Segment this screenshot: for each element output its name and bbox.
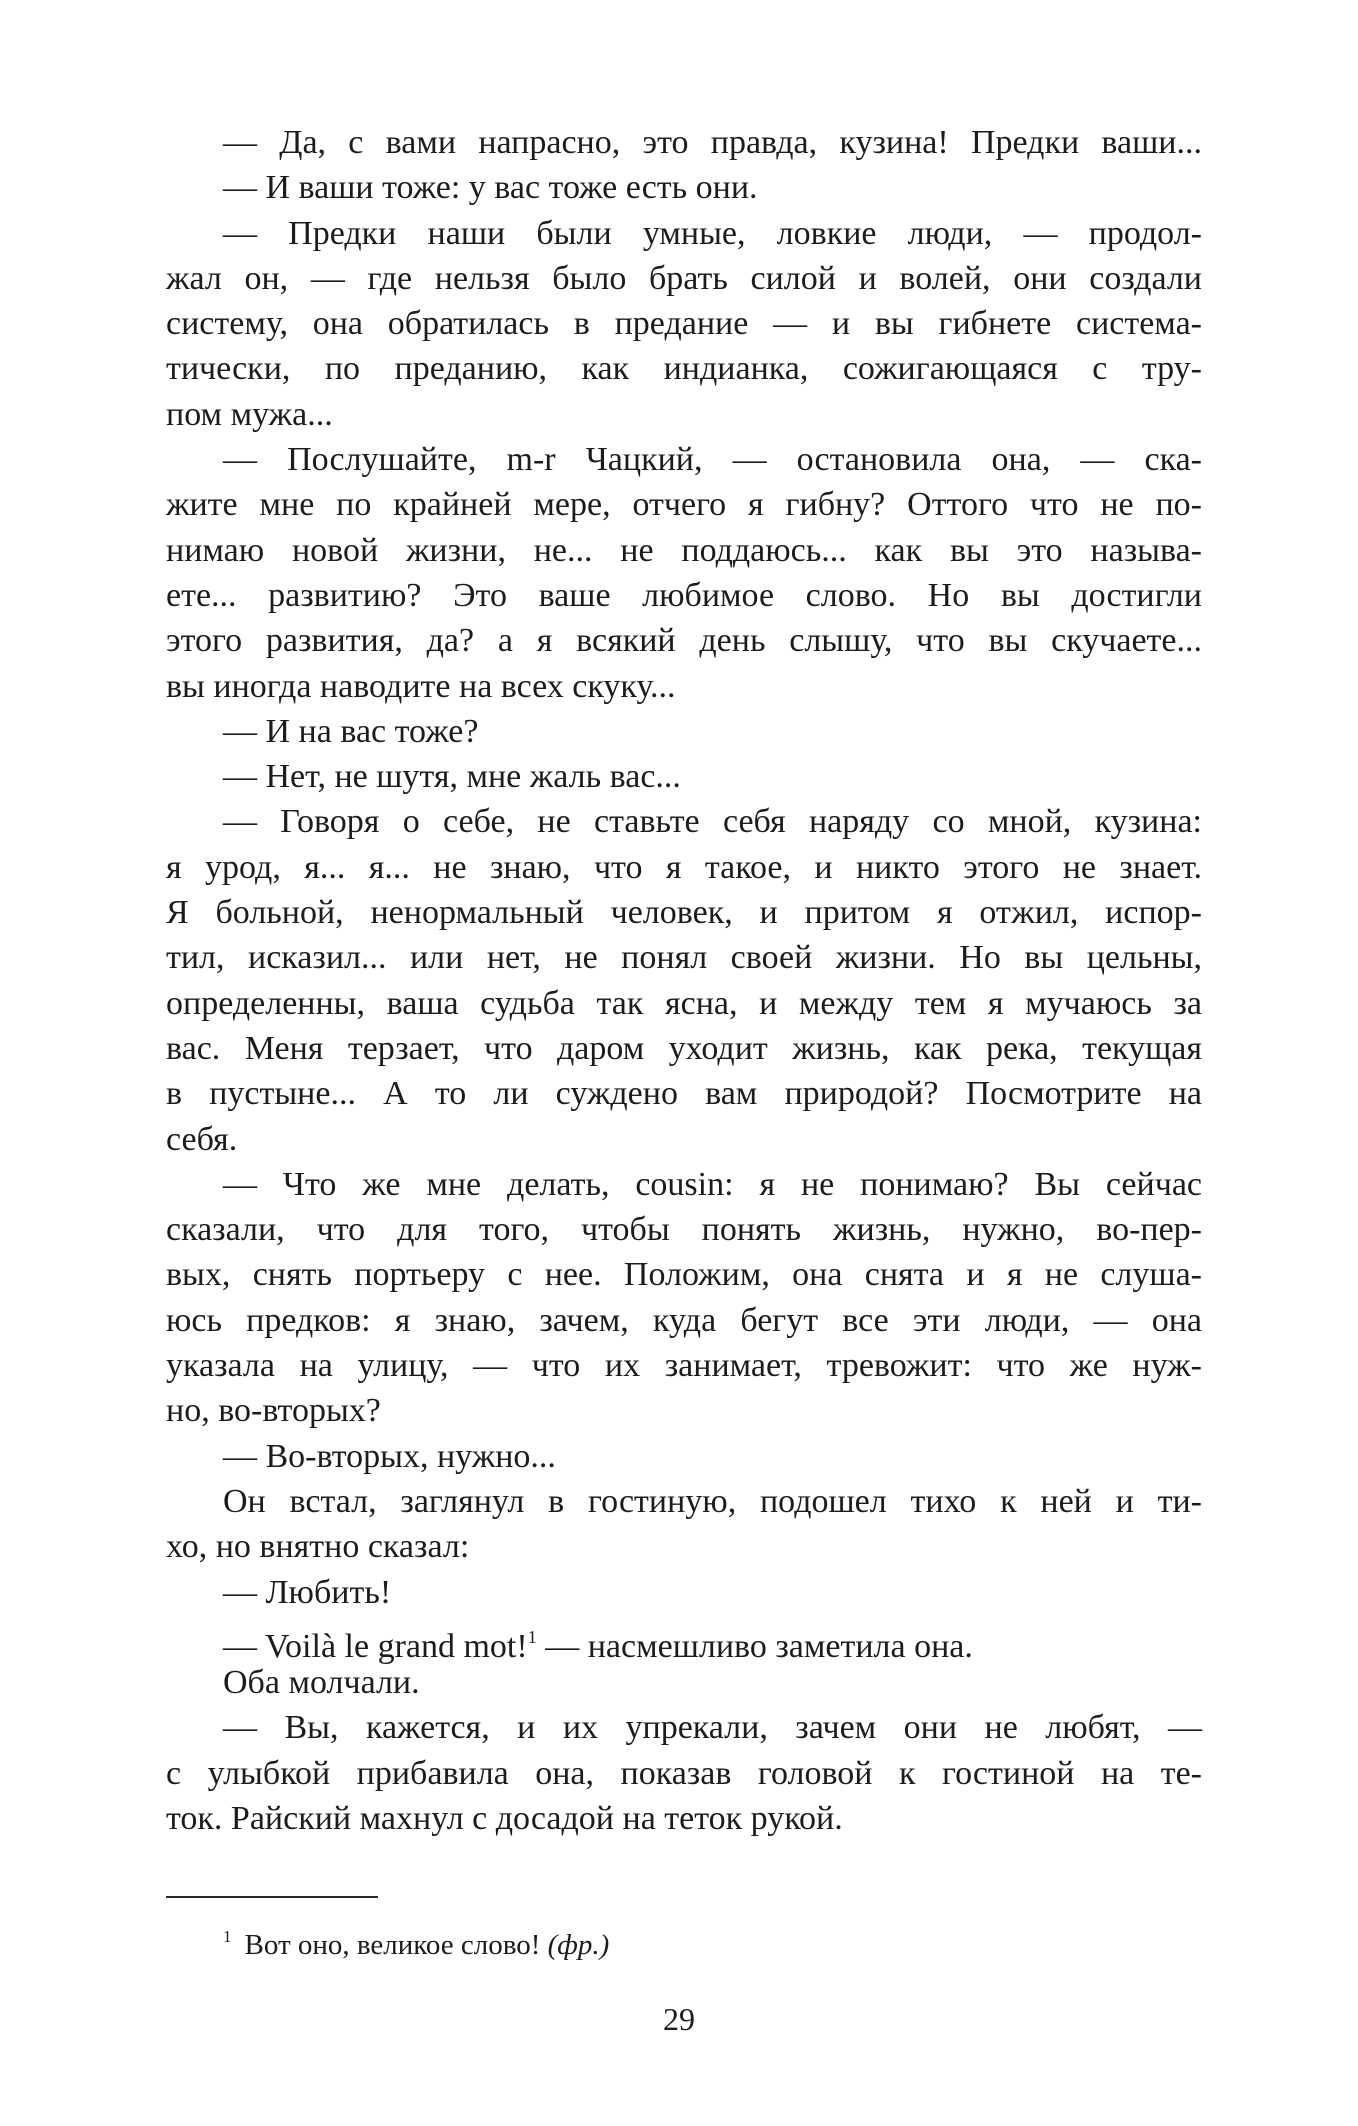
text-line: но, во-вторых? — [166, 1392, 381, 1430]
text-line: указала на улицу, — что их занимает, тревожит: что же нуж- — [166, 1347, 1202, 1385]
text-line: этого развития, да? а я всякий день слышу, что вы скучаете... — [166, 622, 1202, 660]
text-line: в пустыне... А то ли суждено вам природой? Посмотрите на — [166, 1075, 1202, 1113]
text-line: — Любить! — [223, 1573, 392, 1611]
footnote-language-note: (фр.) — [547, 1929, 610, 1961]
text-line: жите мне по крайней мере, отчего я гибну? Оттого что не по- — [166, 486, 1202, 524]
text-line: вых, снять портьеру с нее. Положим, она снята и я не слуша- — [166, 1256, 1202, 1294]
text-line: сказали, что для того, чтобы понять жизнь, нужно, во-пер- — [166, 1211, 1202, 1249]
text-line: — И ваши тоже: у вас тоже есть они. — [223, 169, 758, 207]
text-line: — Послушайте, m-r Чацкий, — остановила она, — ска- — [223, 441, 1202, 479]
page-number: 29 — [663, 2001, 695, 2037]
text-line: вас. Меня терзает, что даром уходит жизнь, как река, текущая — [166, 1029, 1202, 1067]
text-line: — Предки наши были умные, ловкие люди, — продол- — [223, 214, 1202, 252]
text-line: жал он, — где нельзя было брать силой и волей, они создали — [166, 259, 1202, 297]
text-line: вы иногда наводите на всех скуку... — [166, 667, 676, 705]
text-line: Он встал, заглянул в гостиную, подошел тихо к ней и ти- — [223, 1482, 1202, 1520]
text-line: пом мужа... — [166, 395, 333, 433]
text-line: систему, она обратилась в предание — и вы гибнете система- — [166, 305, 1202, 343]
text-line: юсь предков: я знаю, зачем, куда бегут все эти люди, — она — [166, 1301, 1202, 1339]
text-line: — Говоря о себе, не ставьте себя наряду со мной, кузина: — [223, 803, 1202, 841]
quote-text: — Voilà le grand mot! — [223, 1627, 528, 1665]
footnote-divider — [166, 1896, 378, 1898]
text-line-with-footnote-ref — [166, 1615, 1202, 1665]
text-line: я урод, я... я... не знаю, что я такое, и никто этого не знает. — [166, 848, 1202, 886]
text-line: — Во-вторых, нужно... — [223, 1437, 556, 1475]
text-line: с улыбкой прибавила она, показав головой к гостиной на те- — [166, 1754, 1202, 1792]
text-line: хо, но внятно сказал: — [166, 1528, 470, 1566]
footnote-reference[interactable]: 1 — [527, 1626, 537, 1647]
text-line: — И на вас тоже? — [223, 712, 479, 750]
quote-continuation: — насмешливо заметила она. — [545, 1627, 973, 1665]
text-line: тически, по преданию, как индианка, сожигающаяся с тру- — [166, 350, 1202, 388]
text-line: определенны, ваша судьба так ясна, и между тем я мучаюсь за — [166, 984, 1202, 1022]
text-line: — Да, с вами напрасно, это правда, кузина! Предки ваши... — [223, 124, 1202, 161]
text-line: — Нет, не шутя, мне жаль вас... — [223, 758, 681, 796]
text-line: ток. Райский махнул с досадой на теток рукой. — [166, 1799, 843, 1837]
text-line: нимаю новой жизни, не... не поддаюсь... как вы это называ- — [166, 531, 1202, 569]
text-line: ете... развитию? Это ваше любимое слово. Но вы достигли — [166, 576, 1202, 614]
footnote-text: Вот оно, великое слово! — [244, 1929, 541, 1961]
main-text — [166, 120, 1202, 1841]
text-line: Оба молчали. — [223, 1664, 420, 1702]
text-line: Я больной, ненормальный человек, и притом я отжил, испор- — [166, 894, 1202, 932]
text-line: тил, исказил... или нет, не понял своей жизни. Но вы цельны, — [166, 939, 1202, 977]
text-line: себя. — [166, 1120, 238, 1158]
text-line: — Вы, кажется, и их упрекали, зачем они не любят, — — [223, 1709, 1202, 1747]
footnote — [223, 1917, 609, 1965]
text-line: — Что же мне делать, cousin: я не понимаю? Вы сейчас — [223, 1165, 1202, 1203]
footnote-marker: 1 — [223, 1927, 232, 1946]
